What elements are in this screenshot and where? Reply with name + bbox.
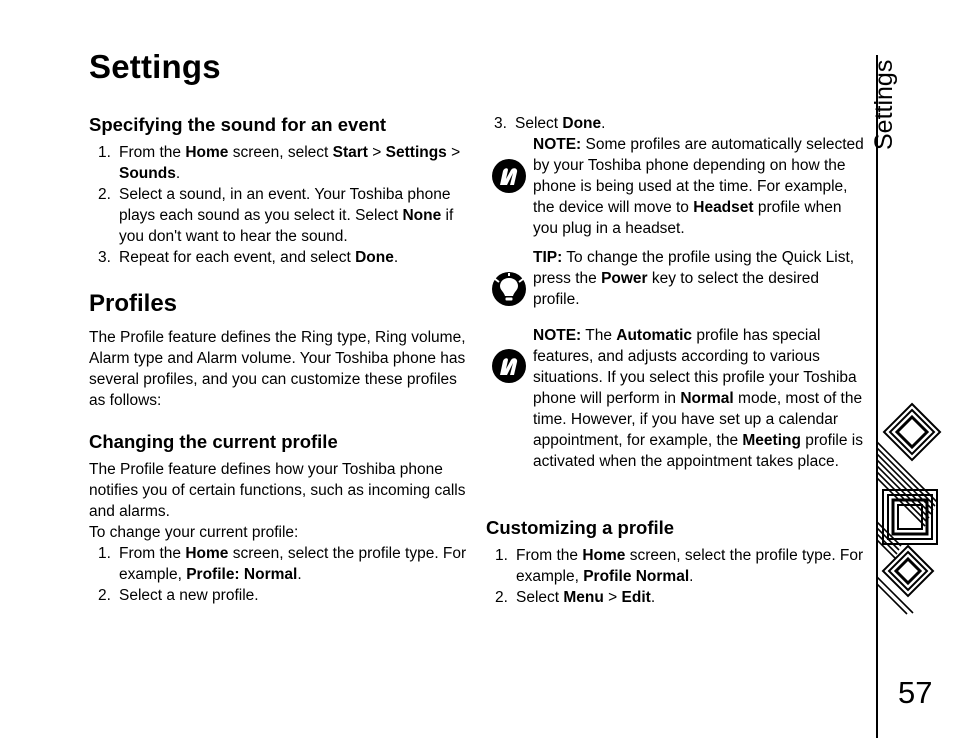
bold-term: Meeting	[742, 432, 801, 449]
note-icon	[491, 348, 527, 384]
text-run: Select a sound, in an event. Your Toshiba phone plays each sound as you select it. Select	[119, 186, 451, 224]
step-number: 2.	[495, 589, 508, 606]
changing-profile-steps	[89, 543, 469, 606]
customizing-steps	[486, 545, 866, 608]
text-run: Some profiles are automatically selected by your Toshiba phone depending on how the phone is being used at the time. For example, the device will move to	[533, 136, 864, 216]
step-number: 3.	[494, 115, 507, 132]
bold-term: Settings	[385, 144, 447, 161]
customizing-section	[486, 517, 866, 608]
bold-term: Power	[601, 270, 648, 287]
bold-term: None	[402, 207, 442, 224]
bold-term: Done	[562, 115, 602, 132]
bold-term: Headset	[693, 199, 754, 216]
text-run: Repeat for each event, and select	[119, 249, 356, 266]
bold-term: Sounds	[119, 165, 176, 182]
list-item	[89, 247, 469, 268]
step-number: 1.	[495, 547, 508, 564]
bold-term: Done	[355, 249, 394, 266]
step-number: 1.	[98, 144, 111, 161]
side-header: Settings	[870, 59, 898, 150]
text-run: if you don't want to hear the sound.	[119, 207, 454, 245]
bold-term: Profile Normal	[583, 568, 690, 585]
text-run: Select a new profile.	[119, 587, 259, 604]
text-run: .	[297, 566, 302, 583]
text-run: profile is activated when the appointment takes place.	[533, 432, 863, 470]
text-run: >	[603, 589, 622, 606]
bold-term: Automatic	[616, 327, 693, 344]
text-run: profile has special features, and adjusts according to various situations. If you select this profile your Toshiba phone will perform in	[533, 327, 857, 407]
text-run: mode, most of the time. However, if you have set up a calendar appointment, for example, the	[533, 390, 863, 449]
text-run: profile when you plug in a headset.	[533, 199, 842, 237]
step-text	[119, 144, 460, 182]
note-automatic-profiles	[533, 134, 865, 239]
text-run: .	[689, 568, 694, 585]
decorative-pattern	[877, 402, 943, 616]
bold-term: NOTE:	[533, 136, 582, 153]
page-number: 57	[898, 675, 933, 710]
margin-rule	[876, 55, 878, 738]
text-run: .	[175, 165, 181, 182]
bold-term: Normal	[680, 390, 734, 407]
bold-term: Home	[185, 144, 229, 161]
list-item	[486, 587, 866, 608]
text-run: From the	[119, 144, 186, 161]
list-item	[486, 545, 866, 587]
profiles-body: The Profile feature defines the Ring type, Ring volume, Alarm type and Alarm volume. Your Toshiba phone has several profiles, and you can customize these profiles as follows:	[89, 329, 466, 409]
step-text	[119, 249, 398, 266]
text-run: screen, select the profile type. For example,	[516, 547, 864, 585]
step-number: 3.	[98, 249, 111, 266]
text-run: From the	[516, 547, 583, 564]
note-automatic-mode	[533, 325, 865, 472]
bold-term: Menu	[563, 589, 604, 606]
tip-quick-list	[533, 247, 865, 310]
step-text	[516, 589, 655, 606]
section-heading-customizing-profile: Customizing a profile	[486, 517, 675, 538]
bold-term: Home	[582, 547, 626, 564]
text-run: screen, select	[228, 144, 333, 161]
list-item	[89, 585, 469, 606]
text-run: .	[393, 249, 399, 266]
step-select-done	[486, 113, 866, 134]
bold-term: Edit	[621, 589, 651, 606]
page-title: Settings	[89, 48, 221, 85]
step-number: 1.	[98, 545, 111, 562]
list-item	[89, 184, 469, 247]
list-item	[89, 543, 469, 585]
text-run: From the	[119, 545, 186, 562]
left-column	[89, 114, 469, 606]
step-text	[119, 186, 453, 245]
section-heading-changing-profile: Changing the current profile	[89, 431, 338, 452]
step-text	[515, 115, 605, 132]
sound-event-steps	[89, 142, 469, 268]
step-text	[516, 547, 863, 585]
section-heading-profiles: Profiles	[89, 290, 178, 317]
text-run: To change the profile using the Quick List, press the	[533, 249, 855, 287]
step-number: 2.	[98, 587, 111, 604]
step-text	[119, 587, 259, 604]
bold-term: NOTE:	[533, 327, 582, 344]
text-run: >	[367, 144, 386, 161]
changing-profile-intro: To change your current profile:	[89, 524, 299, 541]
text-run: Select	[515, 115, 563, 132]
step-text	[119, 545, 466, 583]
bold-term: Home	[185, 545, 229, 562]
text-run: >	[446, 144, 461, 161]
text-run: .	[650, 589, 656, 606]
text-run: screen, select the profile type. For example,	[119, 545, 467, 583]
text-run: Select	[516, 589, 564, 606]
text-run: .	[601, 115, 606, 132]
list-item	[89, 142, 469, 184]
bold-term: Profile: Normal	[186, 566, 298, 583]
section-heading-sound-event: Specifying the sound for an event	[89, 114, 387, 135]
changing-profile-body: The Profile feature defines how your Toshiba phone notifies you of certain functions, such as incoming calls and alarms.	[89, 461, 466, 520]
bold-term: Start	[332, 144, 368, 161]
bold-term: TIP:	[533, 249, 563, 266]
note-icon	[491, 158, 527, 194]
step-number: 2.	[98, 186, 111, 203]
tip-lightbulb-icon	[491, 271, 527, 307]
text-run: key to select the desired profile.	[533, 270, 820, 308]
text-run: The	[581, 327, 617, 344]
